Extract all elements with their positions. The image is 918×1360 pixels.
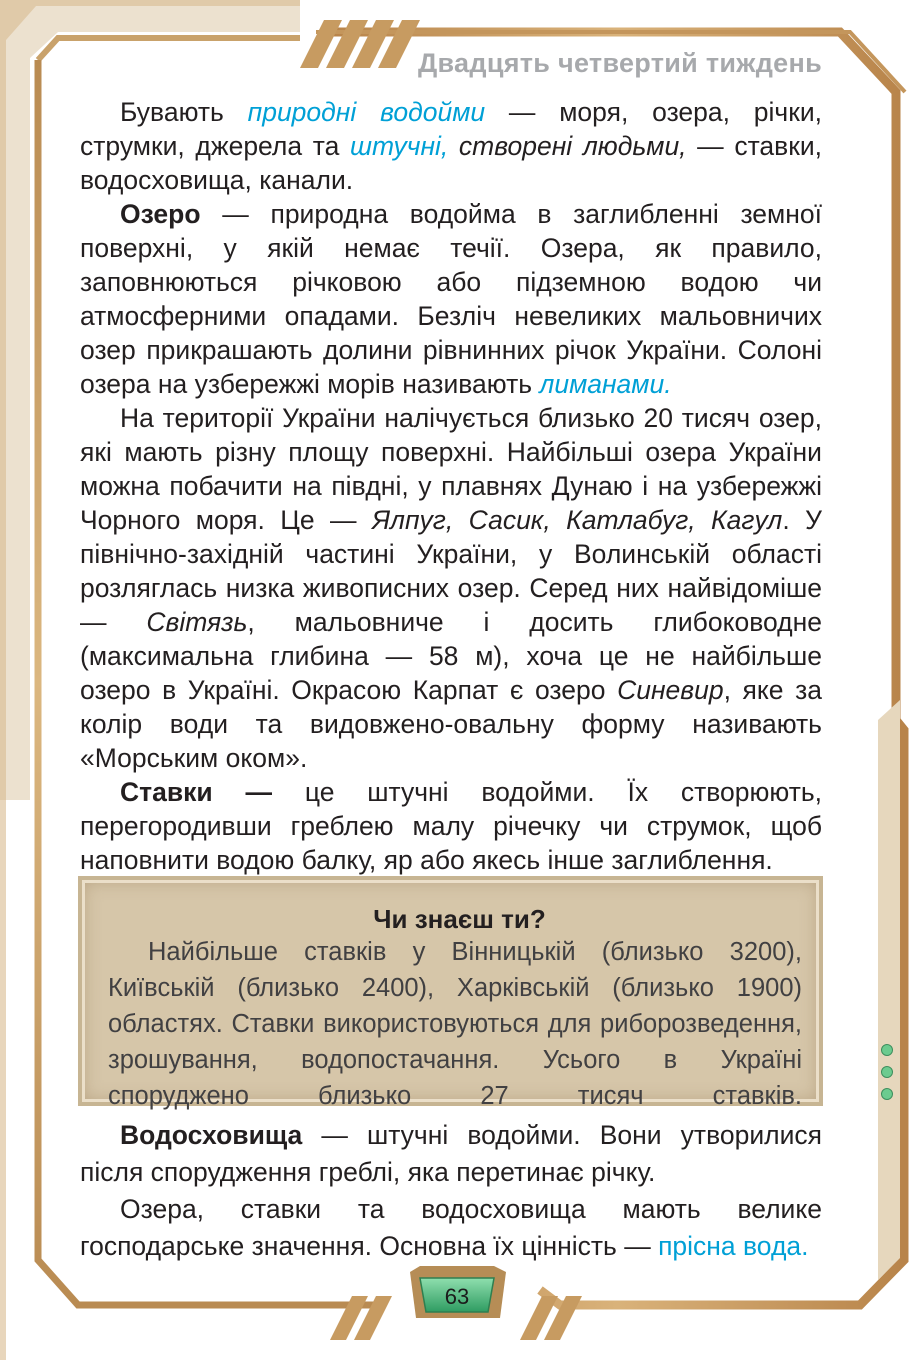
term-fresh-water: прісна вода. bbox=[658, 1231, 809, 1261]
did-you-know-box bbox=[78, 876, 823, 1110]
paragraph-water-bodies: Бувають природні водойми — моря, озера, річки, струмки, джерела та штучні, створені людьми, — ставки, водосховища, канали. bbox=[80, 97, 822, 195]
term-lake: Озеро bbox=[120, 199, 201, 229]
definition-man-made: створені людьми, bbox=[458, 131, 687, 161]
side-dot bbox=[881, 1044, 893, 1056]
paragraph-reservoirs: Водосховища — штучні водойми. Вони утворилися після спорудження греблі, яка перетинає річку. bbox=[80, 1120, 822, 1187]
term-ponds: Ставки — bbox=[120, 777, 273, 807]
paragraph-lakes-ukraine: На території України налічується близько 20 тисяч озер, які мають різну площу поверхні. Найбільші озера України можна побачити на півдні, у плавнях Дунаю і на узбережжі Чорного моря. Це — Ялпуг, Сасик, Катлабуг, Кагул. У північно-західній частині України, у Волинській області розляглась низка живописних озер. Серед них найвідоміше — Світязь, мальовниче і досить глибоководне (максимальна глибина — 58 м), хоча це не найбільше озеро в Україні. Окрасою Карпат є озеро Синевир, яке за колір води та видовжено-овальну форму називають «Морським оком». bbox=[80, 403, 822, 773]
main-text-continued bbox=[80, 1117, 822, 1265]
side-dot bbox=[881, 1066, 893, 1078]
did-you-know-title: Чи знаєш ти? bbox=[373, 904, 546, 934]
term-reservoirs: Водосховища bbox=[120, 1120, 303, 1150]
paragraph-ponds: Ставки — це штучні водойми. Їх створюють, перегородивши греблею малу річечку чи струмок, щоб наповнити водою балку, яр або якесь інше заглиблення. bbox=[80, 777, 822, 875]
lake-svitiaz: Світязь bbox=[146, 607, 248, 637]
page-header: Двадцять четвертий тиждень bbox=[417, 48, 822, 78]
term-estuaries: лиманами. bbox=[539, 369, 672, 399]
paragraph-lake: Озеро — природна водойма в заглибленні земної поверхні, у якій немає течії. Озера, як правило, заповнюються річковою або підземною водою чи атмосферними опадами. Безліч невеликих мальовничих озер прикрашають долини рівнинних річок України. Солоні озера на узбережжі морів називають лиманами. bbox=[80, 199, 822, 399]
did-you-know-text: Найбільше ставків у Вінницькій (близько 3200), Київській (близько 2400), Харківській (близько 1900) областях. Ставки використовуються для риборозведення, зрошування, водопостачання. Усього в Україні споруджено близько 27 тисяч ставків. bbox=[108, 938, 802, 1110]
page-number: 63 bbox=[444, 1284, 470, 1309]
side-dot bbox=[881, 1088, 893, 1100]
paragraph-economic-value: Озера, ставки та водосховища мають велике господарське значення. Основна їх цінність — прісна вода. bbox=[80, 1194, 822, 1261]
main-text bbox=[80, 95, 822, 877]
slash-decoration-top bbox=[300, 20, 420, 68]
lake-synevyr: Синевир bbox=[617, 675, 724, 705]
lake-names-south: Ялпуг, Сасик, Катлабуг, Кагул bbox=[371, 505, 783, 535]
term-natural-water-bodies: природні водойми bbox=[247, 97, 486, 127]
term-artificial: штучні, bbox=[349, 131, 449, 161]
